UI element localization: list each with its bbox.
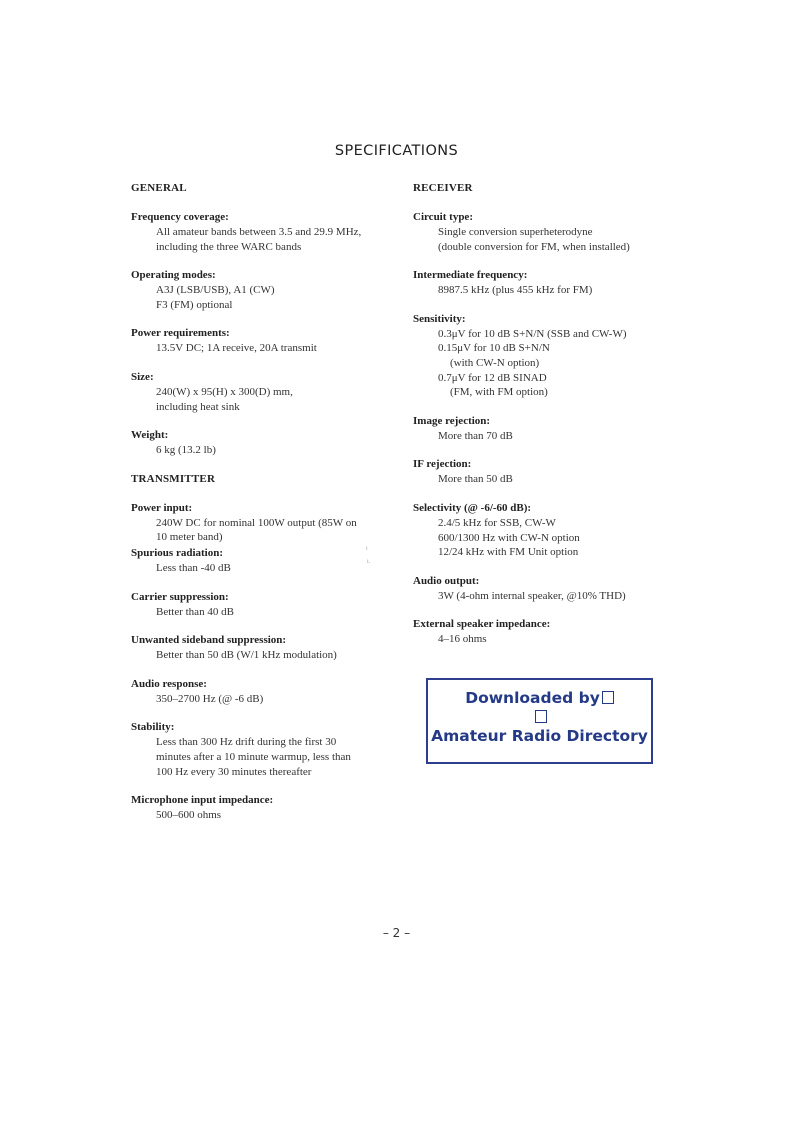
watermark-line-3: Amateur Radio Directory (431, 727, 648, 745)
download-watermark (426, 678, 653, 764)
spec-value: 4–16 ohms (438, 633, 487, 646)
spec-label: Selectivity (@ -6/-60 dB): (413, 501, 532, 514)
spec-value: More than 70 dB (438, 429, 513, 442)
spec-value: 2.4/5 kHz for SSB, CW-W (438, 516, 556, 529)
spec-label: Unwanted sideband suppression: (131, 634, 287, 647)
spec-label: Audio output: (413, 574, 480, 587)
spec-label: Weight: (131, 429, 169, 442)
spec-microphone-input-impedance (131, 793, 386, 823)
spec-value: 12/24 kHz with FM Unit option (438, 546, 579, 559)
spec-value: including heat sink (156, 400, 240, 413)
page-title: SPECIFICATIONS (334, 143, 459, 159)
spec-power-input (131, 501, 386, 545)
spec-stability (131, 720, 386, 779)
spec-weight (131, 428, 386, 458)
spec-value: including the three WARC bands (156, 240, 302, 253)
right-column (413, 181, 663, 661)
spec-label: Operating modes: (131, 269, 216, 282)
spec-label: Sensitivity: (413, 312, 466, 325)
spec-operating-modes (131, 268, 386, 312)
spec-audio-output (413, 574, 663, 604)
spec-label: Stability: (131, 721, 175, 734)
spec-audio-response (131, 677, 386, 707)
spec-value: 6 kg (13.2 lb) (156, 444, 216, 457)
spec-label: IF rejection: (413, 458, 472, 471)
spec-unwanted-sideband-suppression (131, 633, 386, 663)
spec-image-rejection (413, 414, 663, 444)
spec-value: minutes after a 10 minute warmup, less than (156, 750, 351, 763)
spec-value: 0.7μV for 12 dB SINAD (438, 371, 547, 384)
spec-value: Less than -40 dB (156, 561, 231, 574)
spec-power-requirements (131, 326, 386, 356)
scan-speck: ı (366, 545, 368, 552)
spec-value: 3W (4-ohm internal speaker, @10% THD) (438, 589, 626, 602)
spec-value: Single conversion superheterodyne (438, 226, 593, 238)
spec-label: Carrier suppression: (131, 590, 229, 603)
missing-glyph-icon (602, 691, 614, 704)
left-column (131, 181, 386, 837)
spec-value: More than 50 dB (438, 473, 513, 486)
page-number: – 2 – (382, 926, 411, 940)
spec-label: Frequency coverage: (131, 211, 229, 223)
spec-value: 500–600 ohms (156, 809, 222, 822)
spec-value: 240W DC for nominal 100W output (85W on (156, 516, 357, 529)
spec-value: (FM, with FM option) (450, 386, 548, 399)
spec-circuit-type (413, 210, 663, 254)
spec-value: 600/1300 Hz with CW-N option (438, 531, 580, 544)
spec-value: 350–2700 Hz (@ -6 dB) (156, 692, 264, 705)
spec-value: A3J (LSB/USB), A1 (CW) (156, 284, 275, 297)
spec-sensitivity (413, 312, 663, 400)
watermark-line-2 (428, 708, 651, 727)
spec-value: 10 meter band) (156, 531, 223, 544)
spec-spurious-radiation (131, 546, 386, 576)
spec-value: F3 (FM) optional (156, 298, 233, 311)
spec-label: Audio response: (131, 677, 207, 690)
spec-frequency-coverage (131, 210, 386, 254)
spec-value: (double conversion for FM, when installed) (438, 240, 630, 253)
spec-size (131, 370, 386, 414)
scan-speck: ı. (367, 558, 371, 565)
spec-label: Microphone input impedance: (131, 794, 274, 807)
watermark-text: Downloaded by (465, 689, 600, 707)
spec-value: All amateur bands between 3.5 and 29.9 MHz, (156, 226, 362, 238)
watermark-line-1 (428, 689, 651, 708)
spec-selectivity (413, 501, 663, 560)
spec-label: Power input: (131, 501, 193, 514)
spec-value: 240(W) x 95(H) x 300(D) mm, (156, 385, 293, 398)
spec-value: 100 Hz every 30 minutes thereafter (156, 765, 312, 778)
spec-label: Power requirements: (131, 327, 230, 340)
spec-carrier-suppression (131, 590, 386, 620)
spec-external-speaker-impedance (413, 617, 663, 647)
spec-label: External speaker impedance: (413, 618, 551, 631)
spec-label: Intermediate frequency: (413, 269, 528, 282)
spec-value: 13.5V DC; 1A receive, 20A transmit (156, 342, 317, 355)
spec-label: Size: (131, 370, 154, 383)
spec-value: Less than 300 Hz drift during the first 30 (156, 736, 337, 749)
spec-value: (with CW-N option) (450, 356, 540, 369)
spec-value: 0.3μV for 10 dB S+N/N (SSB and CW-W) (438, 327, 627, 340)
spec-label: Spurious radiation: (131, 546, 223, 559)
spec-if-rejection (413, 457, 663, 487)
receiver-heading: RECEIVER (413, 182, 473, 194)
transmitter-heading: TRANSMITTER (131, 472, 216, 485)
spec-label: Circuit type: (413, 211, 473, 223)
spec-label: Image rejection: (413, 414, 491, 427)
spec-value: 0.15μV for 10 dB S+N/N (438, 342, 550, 355)
spec-intermediate-frequency (413, 268, 663, 298)
spec-value: Better than 40 dB (156, 605, 234, 618)
general-heading: GENERAL (131, 182, 187, 194)
spec-value: Better than 50 dB (W/1 kHz modulation) (156, 649, 337, 662)
missing-glyph-icon (535, 710, 547, 723)
spec-value: 8987.5 kHz (plus 455 kHz for FM) (438, 284, 593, 297)
